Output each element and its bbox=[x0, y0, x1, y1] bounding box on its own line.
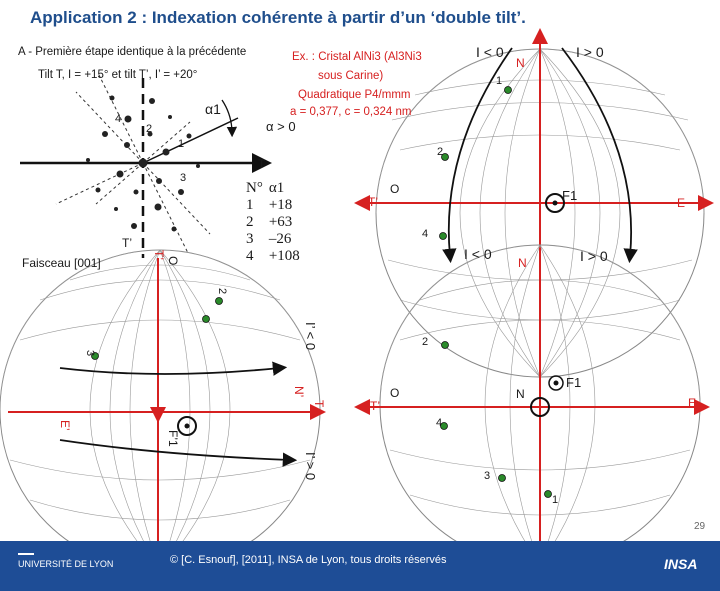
bl-label-T-prime: T’ bbox=[152, 250, 166, 260]
faisceau-label: Faisceau [001] bbox=[22, 256, 101, 270]
table-header-row bbox=[246, 180, 306, 197]
br-label-I-neg: I < 0 bbox=[464, 246, 492, 262]
br-point-label-1: 1 bbox=[552, 494, 559, 506]
table-header-cell: N° bbox=[246, 180, 263, 196]
br-label-O: O bbox=[390, 386, 400, 400]
br-point-label-2: 2 bbox=[422, 336, 429, 348]
bl-point-label-2: 2 bbox=[216, 288, 228, 295]
top-label-E: E bbox=[677, 196, 686, 210]
br-point-label-3: 3 bbox=[484, 470, 491, 482]
top-label-F1: F1 bbox=[562, 188, 578, 203]
top-label-O: O bbox=[390, 182, 400, 196]
bl-label-N-prime: N’ bbox=[292, 386, 306, 398]
pattern-point-label-4: 4 bbox=[115, 113, 122, 125]
table-row bbox=[246, 248, 306, 265]
example-line3: Quadratique P4/mmm bbox=[298, 89, 411, 101]
label-alpha-positive: α > 0 bbox=[266, 119, 296, 134]
page-title: Application 2 : Indexation cohérente à partir d’un ‘double tilt’. bbox=[30, 8, 526, 27]
top-label-T: T bbox=[536, 34, 543, 46]
br-label-N-small: N bbox=[516, 387, 525, 401]
alpha-table bbox=[246, 180, 306, 265]
bl-label-O: O bbox=[166, 256, 180, 266]
bl-label-I-prime-pos: I’ > 0 bbox=[303, 452, 318, 481]
pattern-point-label-1: 1 bbox=[178, 138, 185, 150]
table-row bbox=[246, 214, 306, 231]
top-label-T-prime: T’ bbox=[368, 195, 378, 209]
page-number: 29 bbox=[694, 521, 706, 532]
top-label-N: N bbox=[516, 56, 525, 70]
table-cell: 2 bbox=[246, 214, 254, 230]
bl-label-T: T bbox=[312, 400, 326, 408]
example-line2: sous Carine) bbox=[318, 70, 384, 82]
br-label-I-pos: I > 0 bbox=[580, 248, 608, 264]
table-cell: 1 bbox=[246, 197, 254, 213]
logo-stripe bbox=[18, 553, 34, 555]
top-label-I-neg: I < 0 bbox=[476, 44, 504, 60]
br-label-N: N bbox=[518, 256, 527, 270]
pattern-label-T-prime: T’ bbox=[122, 236, 132, 250]
pattern-label-T: T bbox=[258, 157, 266, 171]
section-a-line1: A - Première étape identique à la précédente bbox=[18, 46, 247, 58]
bl-label-E-prime: E’ bbox=[58, 420, 72, 431]
br-label-T-prime: T’ bbox=[370, 399, 380, 413]
top-point-label-2: 2 bbox=[437, 146, 444, 158]
bl-label-I-prime-neg: I’ < 0 bbox=[303, 322, 318, 351]
top-label-I-pos: I > 0 bbox=[576, 44, 604, 60]
section-a-line2: Tilt T, I = +15° et tilt T’, I’ = +20° bbox=[38, 69, 198, 81]
bl-label-F1-prime: F’1 bbox=[166, 430, 180, 447]
alpha-ref-line bbox=[143, 118, 238, 163]
table-cell: 3 bbox=[246, 231, 254, 247]
table-cell: +108 bbox=[268, 248, 300, 264]
table-row bbox=[246, 197, 306, 214]
table-row bbox=[246, 231, 306, 248]
pattern-point-label-3: 3 bbox=[180, 172, 187, 184]
example-line1: Ex. : Cristal AlNi3 (Al3Ni3 bbox=[292, 51, 422, 63]
insa-logo: INSA bbox=[664, 556, 698, 572]
table-cell: +63 bbox=[268, 214, 293, 230]
br-point-label-4: 4 bbox=[436, 417, 443, 429]
label-alpha1: α1 bbox=[205, 101, 221, 117]
br-label-F1: F1 bbox=[566, 375, 582, 390]
pattern-point-label-2: 2 bbox=[146, 123, 153, 135]
table-header-cell: α1 bbox=[268, 180, 285, 196]
copyright-text: © [C. Esnouf], [2011], INSA de Lyon, tous droits réservés bbox=[170, 554, 447, 566]
top-point-label-1: 1 bbox=[496, 75, 503, 87]
table-cell: 4 bbox=[246, 248, 254, 264]
table-cell: –26 bbox=[268, 231, 292, 247]
stereogram-top bbox=[362, 36, 706, 377]
universite-logo-text: UNIVERSITÉ DE LYON bbox=[18, 559, 114, 569]
universite-logo bbox=[18, 553, 113, 570]
example-line4: a = 0,377, c = 0,324 nm bbox=[290, 106, 412, 118]
table-cell: +18 bbox=[268, 197, 293, 213]
br-label-E: E bbox=[688, 396, 697, 410]
bl-point-label-3: 3 bbox=[84, 350, 96, 357]
stereogram-bottom-left bbox=[0, 250, 320, 575]
top-point-label-4: 4 bbox=[422, 228, 429, 240]
stereogram-bottom-right bbox=[362, 245, 702, 565]
diffraction-pattern bbox=[20, 73, 262, 258]
